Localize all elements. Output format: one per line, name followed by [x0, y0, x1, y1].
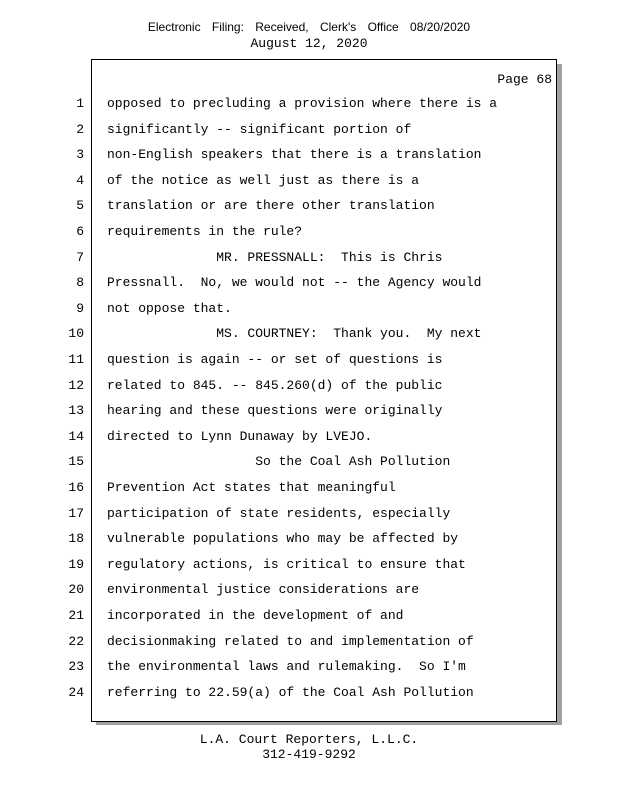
- line-text: related to 845. -- 845.260(d) of the public: [107, 377, 443, 393]
- line-number: 8: [76, 275, 84, 291]
- transcript-line: [0, 173, 560, 199]
- line-number: 3: [76, 147, 84, 163]
- transcript-line: [0, 96, 560, 122]
- line-text: So the Coal Ash Pollution: [107, 454, 451, 470]
- page-number: Page 68: [497, 72, 552, 87]
- transcript-line: [0, 582, 560, 608]
- line-text: environmental justice considerations are: [107, 582, 420, 598]
- line-text: requirements in the rule?: [107, 224, 303, 239]
- line-text: regulatory actions, is critical to ensure that: [107, 556, 466, 572]
- line-text: Pressnall. No, we would not -- the Agency would: [107, 275, 482, 291]
- line-text: significantly -- significant portion of: [107, 121, 412, 137]
- transcript-line: [0, 685, 560, 711]
- line-number: 24: [68, 684, 84, 700]
- transcript-line: [0, 275, 560, 301]
- line-text: hearing and these questions were originally: [107, 403, 443, 419]
- line-number: 18: [68, 531, 84, 547]
- line-text: question is again -- or set of questions is: [107, 352, 443, 367]
- line-text: translation or are there other translation: [107, 198, 435, 214]
- transcript-line: [0, 122, 560, 148]
- line-text: participation of state residents, especially: [107, 505, 451, 521]
- transcript-line: [0, 250, 560, 276]
- line-number: 15: [68, 454, 84, 470]
- transcript-line: [0, 480, 560, 506]
- line-text: MS. COURTNEY: Thank you. My next: [107, 326, 482, 342]
- transcript-line: [0, 659, 560, 685]
- line-text: referring to 22.59(a) of the Coal Ash Pollution: [107, 684, 474, 700]
- transcript-line: [0, 634, 560, 660]
- line-text: opposed to precluding a provision where there is a: [107, 96, 498, 111]
- line-text: decisionmaking related to and implementation of: [107, 633, 474, 649]
- line-number: 9: [76, 300, 84, 316]
- line-number: 5: [76, 198, 84, 214]
- line-text: non-English speakers that there is a translation: [107, 147, 482, 163]
- transcript-line: [0, 531, 560, 557]
- line-number: 2: [76, 121, 84, 137]
- line-number: 10: [68, 326, 84, 342]
- line-number: 23: [68, 659, 84, 675]
- line-text: the environmental laws and rulemaking. So I'm: [107, 659, 466, 675]
- line-number: 14: [68, 428, 84, 444]
- transcript-line: [0, 301, 560, 327]
- transcript-line: [0, 429, 560, 455]
- transcript-line: [0, 326, 560, 352]
- line-number: 1: [76, 96, 84, 111]
- line-number: 21: [68, 608, 84, 623]
- reporter-phone: 312-419-9292: [262, 747, 356, 762]
- line-text: of the notice as well just as there is a: [107, 172, 420, 188]
- reporter-company: L.A. Court Reporters, L.L.C.: [199, 732, 419, 747]
- line-number: 17: [68, 505, 84, 521]
- line-number: 20: [68, 582, 84, 598]
- transcript-line: [0, 378, 560, 404]
- footer: [0, 732, 618, 762]
- line-number: 7: [76, 249, 84, 265]
- line-text: Prevention Act states that meaningful: [107, 480, 396, 495]
- line-number: 4: [76, 172, 84, 188]
- transcript-line: [0, 506, 560, 532]
- line-text: directed to Lynn Dunaway by LVEJO.: [107, 428, 373, 444]
- transcript-line: [0, 224, 560, 250]
- line-number: 22: [68, 633, 84, 649]
- transcript-date: August 12, 2020: [250, 36, 368, 51]
- line-number: 19: [68, 556, 84, 572]
- transcript-line: [0, 352, 560, 378]
- filing-stamp: Electronic Filing: Received, Clerk's Office 08/20/2020: [147, 20, 471, 34]
- line-text: incorporated in the development of and: [107, 608, 404, 623]
- line-text: not oppose that.: [107, 300, 232, 316]
- transcript-line: [0, 147, 560, 173]
- transcript-line: [0, 403, 560, 429]
- line-text: vulnerable populations who may be affected by: [107, 531, 459, 547]
- transcript-line: [0, 454, 560, 480]
- line-text: MR. PRESSNALL: This is Chris: [107, 249, 443, 265]
- line-number: 6: [76, 224, 84, 239]
- transcript-line: [0, 608, 560, 634]
- line-number: 16: [68, 480, 84, 495]
- line-number: 13: [68, 403, 84, 419]
- transcript-line: [0, 557, 560, 583]
- line-number: 12: [68, 377, 84, 393]
- transcript-line: [0, 198, 560, 224]
- line-number: 11: [68, 352, 84, 367]
